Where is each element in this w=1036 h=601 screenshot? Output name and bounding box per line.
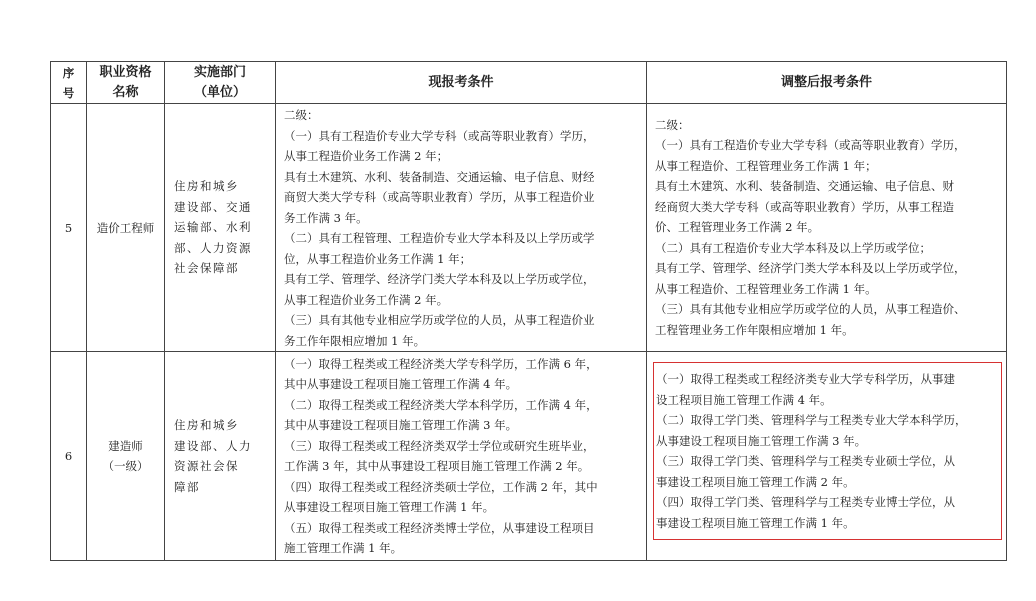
row-name-line: （一级） — [102, 459, 149, 473]
text-line: 务工作年限相应增加 1 年。 — [284, 333, 426, 348]
text-line: （四）取得工学门类、管理科学与工程类专业博士学位，从 — [656, 495, 955, 509]
row-name — [87, 104, 165, 352]
text-line: 位，从事工程造价业务工作满 1 年； — [284, 251, 472, 266]
text-line: （一）具有工程造价专业大学专科（或高等职业教育）学历， — [655, 138, 966, 153]
qualification-table — [50, 61, 1007, 561]
text-line: 经商贸大类大学专科（或高等职业教育）学历，从事工程造 — [655, 199, 954, 214]
text-line: （二）取得工学门类、管理科学与工程类专业大学本科学历， — [656, 413, 967, 427]
header-dept-line: （单位） — [193, 84, 246, 100]
header-name-line: 职业资格 — [99, 64, 152, 80]
text-line: （一）取得工程类或工程经济类专业大学专科学历，从事建 — [656, 372, 955, 386]
header-dept-line: 实施部门 — [193, 64, 246, 80]
row-adjusted-conditions — [647, 104, 1007, 352]
text-line: （二）具有工程造价专业大学本科及以上学历或学位； — [655, 240, 931, 255]
row-no: 5 — [51, 104, 87, 352]
text-line: 从事工程造价业务工作满 2 年。 — [284, 292, 449, 307]
row-dept-line: 运输部、水利 — [174, 220, 252, 235]
text-line: 商贸大类大学专科（或高等职业教育）学历，从事工程造价业 — [284, 190, 595, 204]
header-no-line: 序 — [62, 65, 75, 80]
row-no: 6 — [51, 352, 87, 561]
header-no — [51, 62, 87, 104]
table-row — [51, 104, 1007, 352]
table-header-row — [51, 62, 1007, 104]
text-line: （二）具有工程管理、工程造价专业大学本科及以上学历或学 — [284, 231, 595, 245]
text-line: 从事建设工程项目施工管理工作满 3 年。 — [656, 433, 867, 448]
row-dept-line: 部、人力资源 — [174, 240, 252, 255]
row-dept-line: 障部 — [174, 479, 200, 494]
text-line: （四）取得工程类或工程经济类硕士学位，工作满 2 年，其中 — [284, 479, 598, 494]
header-adjusted: 调整后报考条件 — [647, 62, 1007, 104]
highlight-box — [653, 362, 1002, 540]
row-dept-line: 建设部、交通 — [174, 199, 252, 214]
table-row — [51, 352, 1007, 561]
text-line: （三）取得工学门类、管理科学与工程类专业硕士学位，从 — [656, 454, 955, 468]
row-dept-line: 建设部、人力 — [174, 438, 252, 453]
text-line: （一）取得工程类或工程经济类大学专科学历，工作满 6 年， — [284, 356, 598, 371]
text-line: 价、工程管理业务工作满 2 年。 — [655, 220, 820, 235]
text-line: 从事工程造价、工程管理业务工作满 1 年。 — [655, 281, 877, 296]
text-line: 具有工学、管理学、经济学门类大学本科及以上学历或学位， — [655, 261, 966, 276]
text-line: （三）具有其他专业相应学历或学位的人员，从事工程造价、 — [655, 302, 966, 317]
header-name — [87, 62, 165, 104]
header-dept — [165, 62, 276, 104]
row-current-conditions — [276, 352, 647, 561]
row-name-line: 建造师 — [108, 439, 143, 453]
current-text — [276, 104, 646, 351]
header-current: 现报考条件 — [276, 62, 647, 104]
text-line: 具有土木建筑、水利、装备制造、交通运输、电子信息、财 — [655, 179, 954, 194]
text-line: 工作满 3 年，其中从事建设工程项目施工管理工作满 2 年。 — [284, 459, 590, 473]
text-line: 二级： — [655, 117, 690, 132]
text-line: （三）取得工程类或工程经济类双学士学位或研究生班毕业， — [284, 438, 595, 453]
current-text — [276, 354, 646, 559]
row-dept-line: 社会保障部 — [174, 261, 239, 276]
row-current-conditions — [276, 104, 647, 352]
text-line: 从事工程造价业务工作满 2 年； — [284, 149, 449, 163]
text-line: （五）取得工程类或工程经济类博士学位，从事建设工程项目 — [284, 520, 595, 535]
header-no-line: 号 — [62, 85, 75, 100]
text-line: 具有土木建筑、水利、装备制造、交通运输、电子信息、财经 — [284, 169, 595, 184]
text-line: 设工程项目施工管理工作满 4 年。 — [656, 392, 832, 407]
row-name-line: 造价工程师 — [96, 220, 155, 235]
text-line: 事建设工程项目施工管理工作满 1 年。 — [656, 515, 855, 530]
row-dept-line: 住房和城乡 — [174, 418, 239, 432]
text-line: 施工管理工作满 1 年。 — [284, 541, 403, 555]
text-line: 具有工学、管理学、经济学门类大学本科及以上学历或学位， — [284, 272, 595, 286]
text-line: 其中从事建设工程项目施工管理工作满 3 年。 — [284, 418, 518, 432]
header-name-line: 名称 — [112, 84, 139, 100]
row-name — [87, 352, 165, 561]
row-adjusted-conditions — [647, 352, 1007, 561]
row-dept — [165, 352, 276, 561]
row-dept-line: 住房和城乡 — [174, 179, 239, 194]
text-line: 从事工程造价、工程管理业务工作满 1 年； — [655, 158, 877, 173]
text-line: 工程管理业务工作年限相应增加 1 年。 — [655, 322, 854, 337]
row-dept-line: 资源社会保 — [174, 459, 239, 473]
text-line: 其中从事建设工程项目施工管理工作满 4 年。 — [284, 377, 518, 391]
text-line: （三）具有其他专业相应学历或学位的人员，从事工程造价业 — [284, 313, 595, 327]
text-line: 从事建设工程项目施工管理工作满 1 年。 — [284, 500, 495, 514]
adjusted-text — [656, 369, 1001, 533]
text-line: 事建设工程项目施工管理工作满 2 年。 — [656, 474, 855, 489]
adjusted-text — [647, 115, 1006, 341]
row-dept — [165, 104, 276, 352]
text-line: （二）取得工程类或工程经济类大学本科学历，工作满 4 年， — [284, 397, 598, 412]
text-line: （一）具有工程造价专业大学专科（或高等职业教育）学历， — [284, 128, 595, 143]
text-line: 务工作满 3 年。 — [284, 210, 368, 225]
text-line: 二级： — [284, 108, 319, 122]
